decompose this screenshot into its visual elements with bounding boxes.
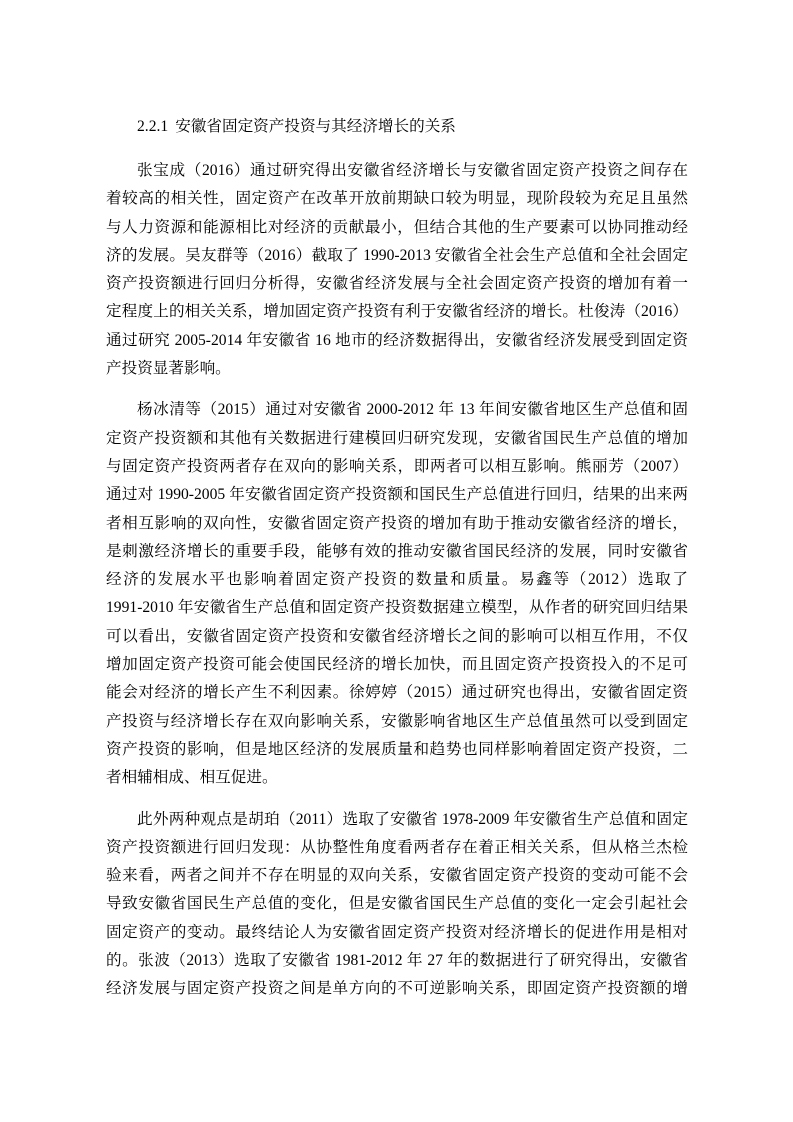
paragraph-line: 增加固定资产投资可能会使国民经济的增长加快，而且固定资产投资投入的不足可 (106, 656, 688, 674)
section-title: 安徽省固定资产投资与其经济增长的关系 (175, 118, 456, 135)
paragraph-line: 着较高的相关性，固定资产在改革开放前期缺口较为明显，现阶段较为充足且虽然 (106, 190, 688, 208)
paragraph-line: 者相互影响的双向性，安徽省固定资产投资的增加有助于推动安徽省经济的增长， (106, 514, 688, 532)
paragraph-line: 资产投资额进行回归发现：从协整性角度看两者存在着正相关关系，但从格兰杰检 (106, 838, 688, 856)
paragraph-line: 1991-2010 年安徽省生产总值和固定资产投资数据建立模型，从作者的研究回归结果 (106, 599, 688, 617)
paragraph-2 (106, 396, 688, 792)
paragraph-3 (106, 806, 688, 1004)
paragraph-1 (106, 157, 688, 383)
body-text (106, 157, 688, 1004)
section-number: 2.2.1 (137, 118, 169, 135)
paragraph-line: 的。张波（2013）选取了安徽省 1981-2012 年 27 年的数据进行了研究得出，安徽省 (106, 952, 688, 970)
paragraph-line: 经济发展与固定资产投资之间是单方向的不可逆影响关系，即固定资产投资额的增 (106, 980, 688, 998)
section-heading (137, 115, 456, 139)
paragraph-line: 验来看，两者之间并不存在明显的双向关系，安徽省固定资产投资的变动可能不会 (106, 867, 688, 885)
paragraph-line: 能会对经济的增长产生不利因素。徐婷婷（2015）通过研究也得出，安徽省固定资 (106, 684, 688, 702)
paragraph-line: 产投资与经济增长存在双向影响关系，安徽影响省地区生产总值虽然可以受到固定 (106, 712, 688, 730)
paragraph-line: 通过对 1990-2005 年安徽省固定资产投资额和国民生产总值进行回归，结果的出来两 (106, 486, 688, 504)
paragraph-line: 与固定资产投资两者存在双向的影响关系，即两者可以相互影响。熊丽芳（2007） (106, 457, 688, 475)
paragraph-line: 产投资显著影响。 (106, 360, 231, 378)
paragraph-line: 此外两种观点是胡珀（2011）选取了安徽省 1978-2009 年安徽省生产总值和固定 (137, 810, 688, 828)
paragraph-line: 经济的发展水平也影响着固定资产投资的数量和质量。易鑫等（2012）选取了 (106, 571, 688, 589)
paragraph-line: 杨冰清等（2015）通过对安徽省 2000-2012 年 13 年间安徽省地区生产总值和固 (137, 401, 688, 419)
paragraph-line: 导致安徽省国民生产总值的变化，但是安徽省国民生产总值的变化一定会引起社会 (106, 895, 688, 913)
paragraph-line: 与人力资源和能源相比对经济的贡献最小，但结合其他的生产要素可以协同推动经 (106, 218, 688, 236)
paragraph-line: 定程度上的相关关系，增加固定资产投资有利于安徽省经济的增长。杜俊涛（2016） (106, 303, 688, 321)
paragraph-line: 济的发展。吴友群等（2016）截取了 1990-2013 安徽省全社会生产总值和全社会固定 (106, 246, 688, 264)
paragraph-line: 资产投资额进行回归分析得，安徽省经济发展与全社会固定资产投资的增加有着一 (106, 275, 688, 293)
paragraph-line: 通过研究 2005-2014 年安徽省 16 地市的经济数据得出，安徽省经济发展受到固定资 (106, 331, 688, 349)
paragraph-line: 资产投资的影响，但是地区经济的发展质量和趋势也同样影响着固定资产投资，二 (106, 740, 688, 758)
paragraph-line: 固定资产的变动。最终结论人为安徽省固定资产投资对经济增长的促进作用是相对 (106, 923, 688, 941)
paragraph-line: 张宝成（2016）通过研究得出安徽省经济增长与安徽省固定资产投资之间存在 (137, 162, 688, 179)
paragraph-line: 可以看出，安徽省固定资产投资和安徽省经济增长之间的影响可以相互作用，不仅 (106, 627, 688, 645)
paragraph-line: 是刺激经济增长的重要手段，能够有效的推动安徽省国民经济的发展，同时安徽省 (106, 542, 688, 560)
paragraph-line: 者相辅相成、相互促进。 (106, 769, 278, 787)
paragraph-line: 定资产投资额和其他有关数据进行建模回归研究发现，安徽省国民生产总值的增加 (106, 429, 688, 447)
